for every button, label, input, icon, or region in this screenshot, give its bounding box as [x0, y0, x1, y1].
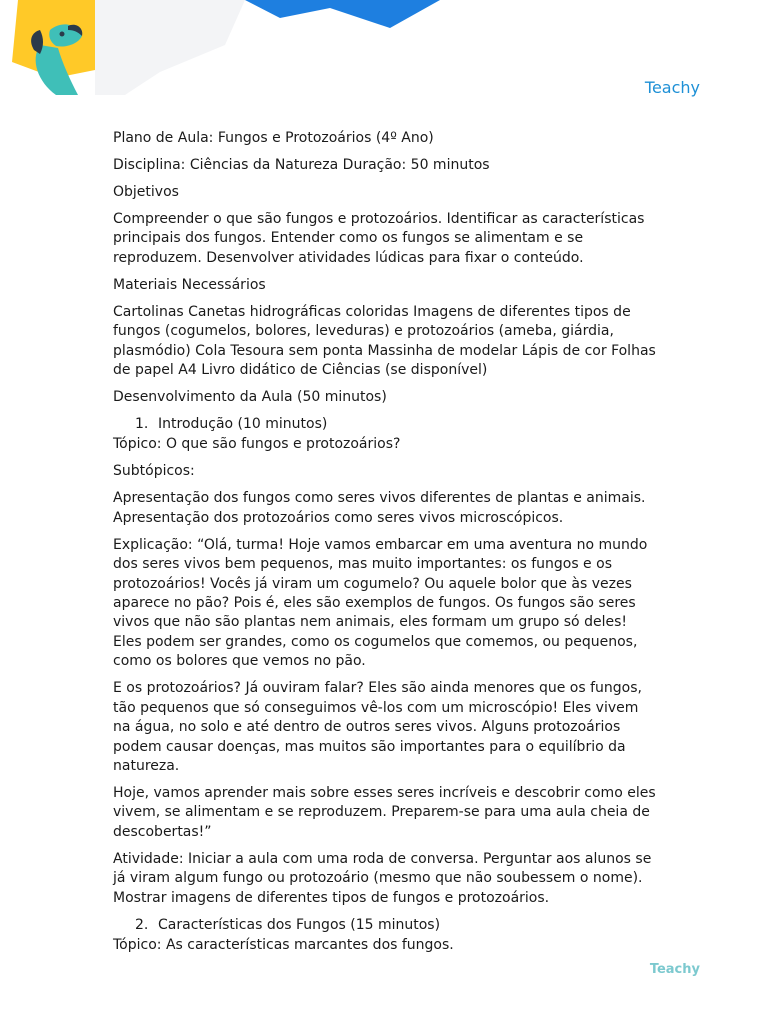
- brand-logo-text: Teachy: [644, 78, 700, 97]
- materials-text: Cartolinas Canetas hidrográficas coloridas Imagens de diferentes tipos de fungos (cogumelos, bolores, leveduras) e protozoários (ameba, giárdia, plasmódio) Cola Tesoura sem ponta Massinha de modelar Lápis de cor Folhas de papel A4 Livro didático de Ciências (se disponível): [113, 303, 656, 379]
- lesson-plan-document: [113, 129, 658, 963]
- doc-discipline: Disciplina: Ciências da Natureza Duração: 50 minutos: [113, 157, 490, 173]
- blue-shape: [245, 0, 440, 28]
- subtopics-text: Apresentação dos fungos como seres vivos diferentes de plantas e animais. Apresentação dos protozoários como seres vivos microscópicos.: [113, 490, 646, 526]
- list-number: 1.: [135, 416, 149, 433]
- list-item: [113, 916, 658, 935]
- activity-text: Atividade: Iniciar a aula com uma roda de conversa. Perguntar aos alunos se já viram algum fungo ou protozoário (mesmo que não soubessem o nome). Mostrar imagens de diferentes tipos de fungos e protozoários.: [113, 850, 652, 906]
- materials-heading: Materiais Necessários: [113, 276, 266, 293]
- objectives-heading: Objetivos: [113, 184, 179, 200]
- explanation-paragraph-3: Hoje, vamos aprender mais sobre esses seres incríveis e descobrir como eles vivem, se alimentam e se reproduzem. Preparem-se para uma aula cheia de descobertas!”: [113, 784, 656, 840]
- development-heading: Desenvolvimento da Aula (50 minutos): [113, 389, 387, 406]
- subtopics-label: Subtópicos:: [113, 463, 195, 480]
- footer-brand-text: Teachy: [649, 962, 700, 977]
- list-item-label: Características dos Fungos (15 minutos): [158, 916, 441, 933]
- explanation-paragraph-2: E os protozoários? Já ouviram falar? Eles são ainda menores que os fungos, tão pequenos que só conseguimos vê-los com um microscópio! Eles vivem na água, no solo e até dentro de outros seres vivos. Alguns protozoários podem causar doenças, mas muitos são importantes para o equilíbrio da natureza.: [113, 680, 642, 774]
- list-number: 2.: [135, 916, 149, 933]
- list-item: [113, 415, 658, 434]
- list-item-label: Introdução (10 minutos): [158, 416, 328, 433]
- grey-shape: [95, 0, 245, 95]
- doc-title: Plano de Aula: Fungos e Protozoários (4º Ano): [113, 130, 434, 146]
- topic-1: Tópico: O que são fungos e protozoários?: [113, 436, 401, 453]
- explanation-paragraph-1: Explicação: “Olá, turma! Hoje vamos embarcar em uma aventura no mundo dos seres vivos bem pequenos, mas muito importantes: os fungos e os protozoários! Vocês já viram um cogumelo? Ou aquele bolor que às vezes aparece no pão? Pois é, eles são exemplos de fungos. Os fungos são seres vivos que não são plantas nem animais, eles formam um grupo só deles! Eles podem ser grandes, como os cogumelos que comemos, ou pequenos, como os bolores que vemos no pão.: [113, 536, 648, 670]
- topic-2: Tópico: As características marcantes dos fungos.: [113, 936, 454, 953]
- objectives-text: Compreender o que são fungos e protozoários. Identificar as características principais dos fungos. Entender como os fungos se alimentam e se reproduzem. Desenvolver atividades lúdicas para fixar o conteúdo.: [113, 211, 645, 266]
